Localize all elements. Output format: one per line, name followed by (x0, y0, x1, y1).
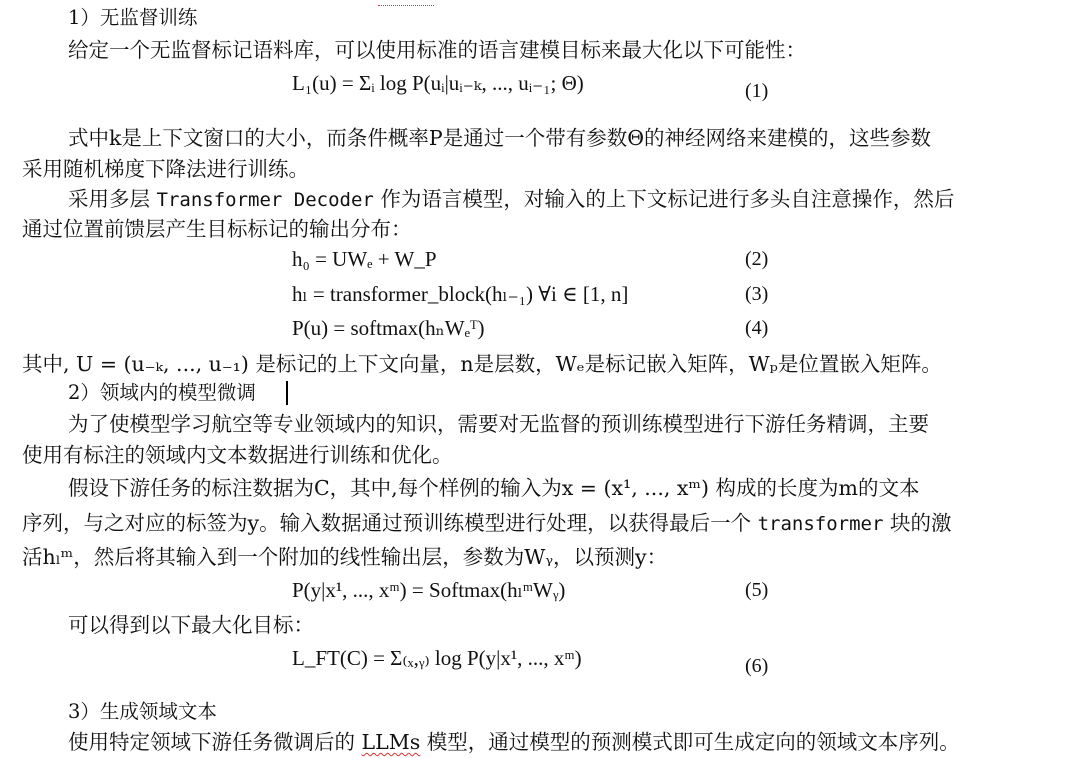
equation-4: P(u) = softmax(hₙWₑᵀ) (292, 316, 485, 340)
equation-2: h₀ = UWₑ + W_P (292, 247, 437, 271)
code-text: transformer (757, 513, 884, 535)
equation-6-number: (6) (745, 655, 769, 677)
paragraph-line: 假设下游任务的标注数据为C，其中,每个样例的输入为x = (x¹, ..., xᵐ) 构成的长度为m的文本 (68, 476, 920, 500)
equation-5: P(y|x¹, ..., xᵐ) = Softmax(hₗᵐWᵧ) (292, 578, 566, 602)
equation-3: hₗ = transformer_block(hₗ₋₁) ∀i ∈ [1, n] (292, 282, 629, 306)
spellcheck-mark (378, 0, 434, 6)
code-text: Transformer Decoder (156, 189, 374, 211)
paragraph-line: 通过位置前馈层产生目标标记的输出分布： (22, 217, 412, 241)
paragraph-line: 可以得到以下最大化目标： (68, 613, 314, 637)
section-3-heading: 3）生成领域文本 (68, 700, 217, 723)
paragraph-line: 采用随机梯度下降法进行训练。 (22, 157, 309, 181)
paragraph-line: 使用有标注的领域内文本数据进行训练和优化。 (22, 443, 453, 467)
text-run: 使用特定领域下游任务微调后的 (68, 730, 362, 754)
text-run: 序列，与之对应的标签为y。输入数据通过预训练模型进行处理，以获得最后一个 (22, 511, 758, 535)
paragraph-line: 活hₗᵐ，然后将其输入到一个附加的线性输出层，参数为Wᵧ，以预测y： (22, 545, 668, 569)
section-2-heading: 2）领域内的模型微调 (68, 381, 256, 404)
equation-3-number: (3) (745, 283, 769, 305)
equation-2-number: (2) (745, 248, 769, 270)
paragraph-line: 为了使模型学习航空等专业领域内的知识，需要对无监督的预训练模型进行下游任务精调，主要 (68, 412, 929, 436)
equation-6: L_FT(C) = Σ₍ₓ,ᵧ₎ log P(y|x¹, ..., xᵐ) (292, 646, 582, 670)
spellcheck-word: LLMs (361, 730, 421, 754)
equation-1: L₁(u) = Σᵢ log P(uᵢ|uᵢ₋ₖ, ..., uᵢ₋₁; Θ) (292, 71, 584, 95)
text-run: 作为语言模型，对输入的上下文标记进行多头自注意操作，然后 (373, 187, 955, 211)
text-run: 采用多层 (68, 187, 157, 211)
text-run: 块的激 (883, 511, 952, 535)
equation-1-number: (1) (745, 80, 769, 102)
paragraph-line (68, 727, 960, 757)
section-1-intro: 给定一个无监督标记语料库，可以使用标准的语言建模目标来最大化以下可能性： (68, 38, 806, 62)
paragraph-line (68, 184, 954, 215)
text-run: 模型，通过模型的预测模式即可生成定向的领域文本序列。 (420, 730, 960, 754)
equation-4-number: (4) (745, 317, 769, 339)
section-1-heading: 1）无监督训练 (68, 6, 198, 29)
equation-5-number: (5) (745, 579, 769, 601)
paragraph-line: 其中, U = (u₋ₖ, ..., u₋₁) 是标记的上下文向量，n是层数，Wₑ是标记嵌入矩阵，Wₚ是位置嵌入矩阵。 (22, 352, 942, 376)
paragraph-line (22, 508, 951, 539)
text-cursor (286, 381, 288, 405)
paragraph-line: 式中k是上下文窗口的大小，而条件概率P是通过一个带有参数Θ的神经网络来建模的，这些参数 (68, 126, 932, 150)
